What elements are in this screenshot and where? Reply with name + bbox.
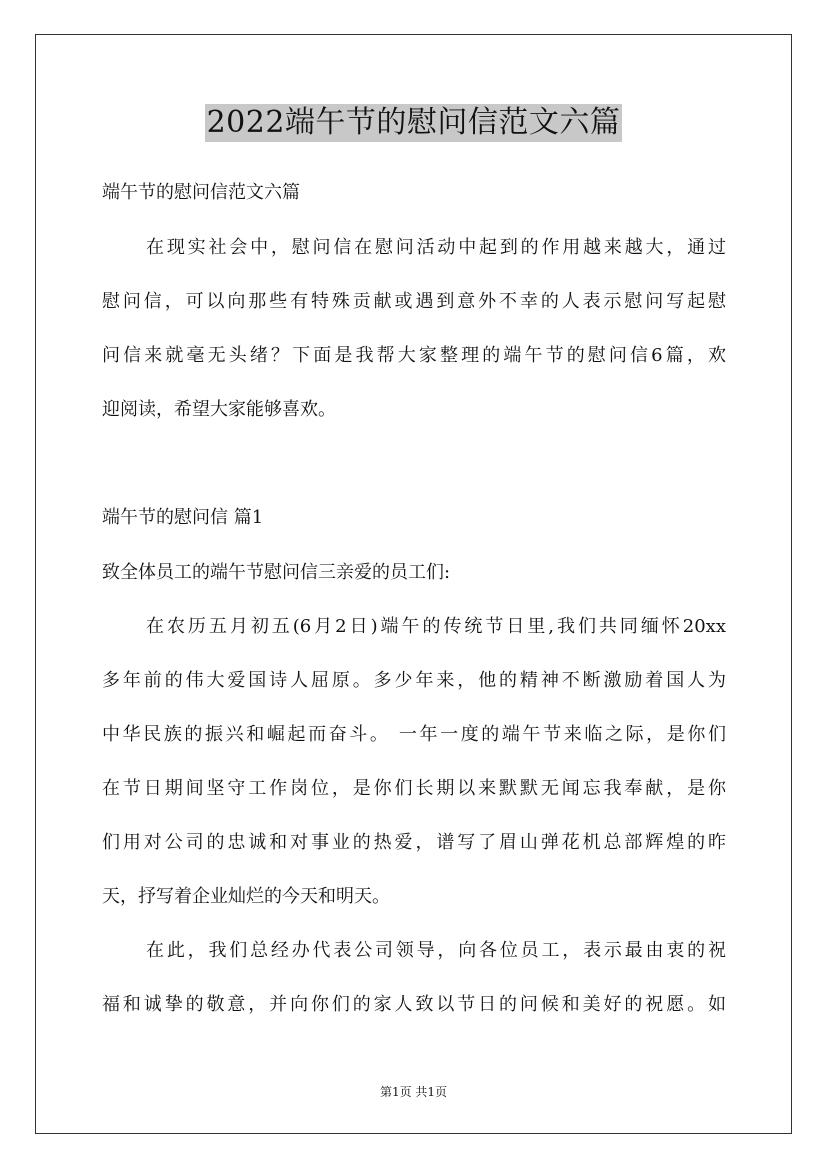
paragraph-line: 在此，我们总经办代表公司领导，向各位员工，表示最由衷的祝 (146, 940, 726, 961)
subtitle-line: 端午节的慰问信范文六篇 (102, 182, 300, 203)
page-footer: 第1页 共1页 (379, 1085, 448, 1099)
paragraph-line: 多年前的伟大爱国诗人屈原。多少年来，他的精神不断激励着国人为 (102, 670, 726, 691)
paragraph-line: 慰问信，可以向那些有特殊贡献或遇到意外不幸的人表示慰问写起慰 (102, 291, 726, 312)
paragraph-line: 中华民族的振兴和崛起而奋斗。 一年一度的端午节来临之际，是你们 (102, 724, 726, 745)
paragraph-line: 在节日期间坚守工作岗位，是你们长期以来默默无闻忘我奉献，是你 (102, 778, 726, 799)
paragraph-line: 们用对公司的忠诚和对事业的热爱，谱写了眉山弹花机总部辉煌的昨 (102, 832, 726, 853)
paragraph-line: 福和诚挚的敬意，并向你们的家人致以节日的问候和美好的祝愿。如 (102, 994, 726, 1015)
paragraph-line: 天，抒写着企业灿烂的今天和明天。 (102, 886, 390, 907)
paragraph-line: 问信来就毫无头绪？下面是我帮大家整理的端午节的慰问信6篇，欢 (102, 345, 726, 366)
paragraph-line: 在现实社会中，慰问信在慰问活动中起到的作用越来越大，通过 (146, 237, 726, 258)
section-heading: 端午节的慰问信 篇1 (102, 507, 264, 528)
salutation-line: 致全体员工的端午节慰问信三亲爱的员工们: (102, 562, 451, 583)
title-container (0, 104, 827, 142)
paragraph-line: 在农历五月初五(6月2日)端午的传统节日里,我们共同缅怀20xx (146, 616, 726, 637)
document-title: 2022端午节的慰问信范文六篇 (206, 105, 621, 140)
paragraph-line: 迎阅读，希望大家能够喜欢。 (102, 399, 336, 420)
